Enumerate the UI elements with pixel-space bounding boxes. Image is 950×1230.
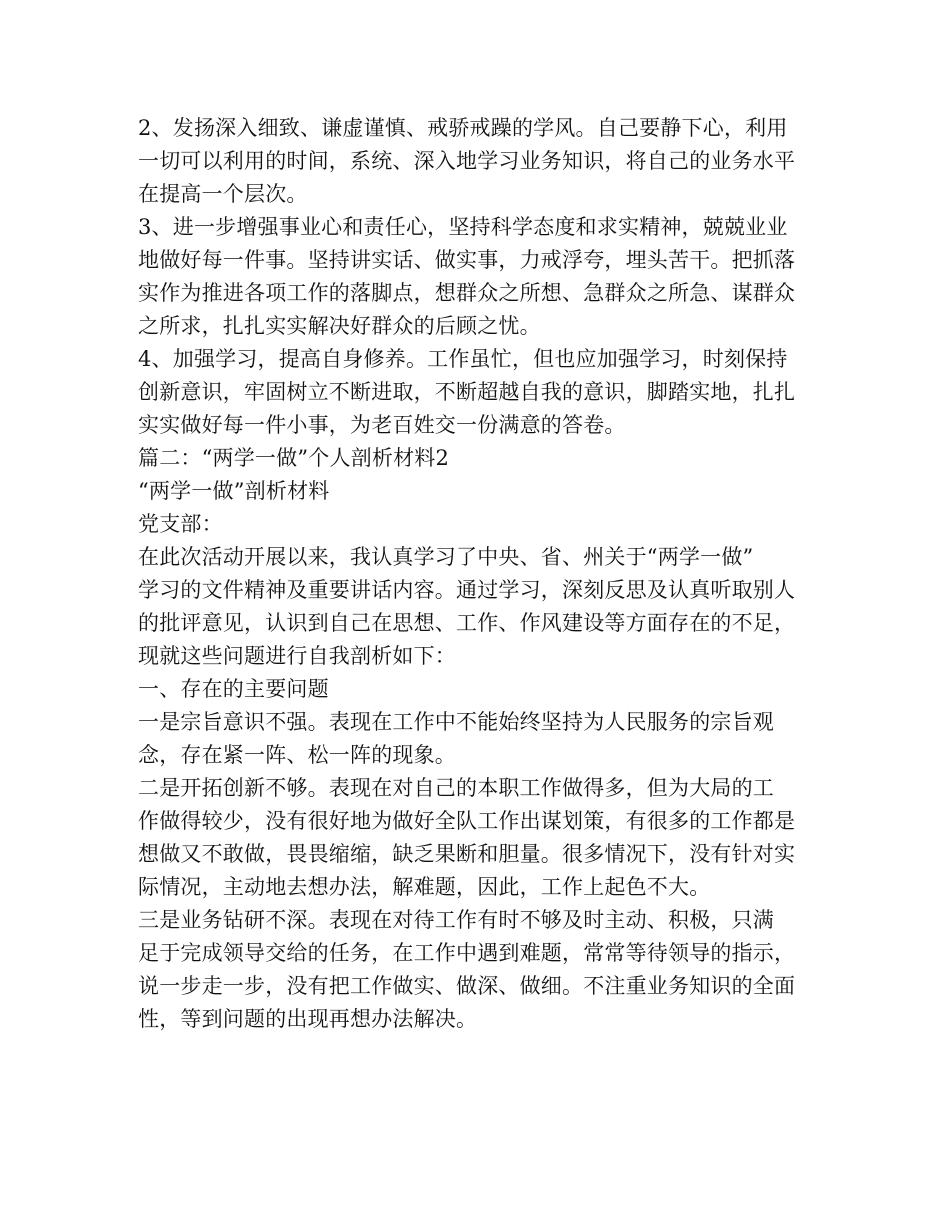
body-line: 实作为推进各项工作的落脚点，想群众之所想、急群众之所急、谋群众 — [138, 281, 796, 305]
body-line: 一是宗旨意识不强。表现在工作中不能始终坚持为人民服务的宗旨观 — [138, 710, 774, 734]
body-line: 2、发扬深入细致、谦虚谨慎、戒骄戒躁的学风。自己要静下心，利用 — [138, 116, 788, 140]
document-title: “两学一做”剖析材料 — [138, 479, 330, 503]
body-line: 性，等到问题的出现再想办法解决。 — [138, 1007, 478, 1031]
body-line: 3、进一步增强事业心和责任心，坚持科学态度和求实精神，兢兢业业 — [138, 215, 788, 239]
body-line: 作做得较少，没有很好地为做好全队工作出谋划策，有很多的工作都是 — [138, 809, 796, 833]
body-line: 三是业务钻研不深。表现在对待工作有时不够及时主动、积极，只满 — [138, 908, 774, 932]
body-line: 之所求，扎扎实实解决好群众的后顾之忧。 — [138, 314, 541, 338]
body-line: 际情况，主动地去想办法，解难题，因此，工作上起色不大。 — [138, 875, 711, 899]
body-line: 想做又不敢做，畏畏缩缩，缺乏果断和胆量。很多情况下，没有针对实 — [138, 842, 796, 866]
body-line: 念，存在紧一阵、松一阵的现象。 — [138, 743, 456, 767]
body-line: 在此次活动开展以来，我认真学习了中央、省、州关于“两学一做” — [138, 545, 754, 569]
body-line: 一切可以利用的时间，系统、深入地学习业务知识，将自己的业务水平 — [138, 149, 796, 173]
body-line: 二是开拓创新不够。表现在对自己的本职工作做得多，但为大局的工 — [138, 776, 774, 800]
body-line: 的批评意见，认识到自己在思想、工作、作风建设等方面存在的不足， — [138, 611, 796, 635]
body-line: 在提高一个层次。 — [138, 182, 308, 206]
body-line: 足于完成领导交给的任务，在工作中遇到难题，常常等待领导的指示， — [138, 941, 796, 965]
body-line: 4、加强学习，提高自身修养。工作虽忙，但也应加强学习，时刻保持 — [138, 347, 788, 371]
subsection-heading: 一、存在的主要问题 — [138, 677, 329, 701]
body-line: 现就这些问题进行自我剖析如下： — [138, 644, 456, 668]
body-line: 地做好每一件事。坚持讲实话、做实事，力戒浮夸，埋头苦干。把抓落 — [138, 248, 796, 272]
section-heading: 篇二：“两学一做”个人剖析材料2 — [138, 446, 450, 470]
salutation: 党支部： — [138, 512, 223, 536]
body-line: 学习的文件精神及重要讲话内容。通过学习，深刻反思及认真听取别人 — [138, 578, 796, 602]
body-line: 创新意识，牢固树立不断进取，不断超越自我的意识，脚踏实地，扎扎 — [138, 380, 796, 404]
document-body — [138, 112, 814, 1036]
body-line: 说一步走一步，没有把工作做实、做深、做细。不注重业务知识的全面 — [138, 974, 796, 998]
body-line: 实实做好每一件小事，为老百姓交一份满意的答卷。 — [138, 413, 626, 437]
